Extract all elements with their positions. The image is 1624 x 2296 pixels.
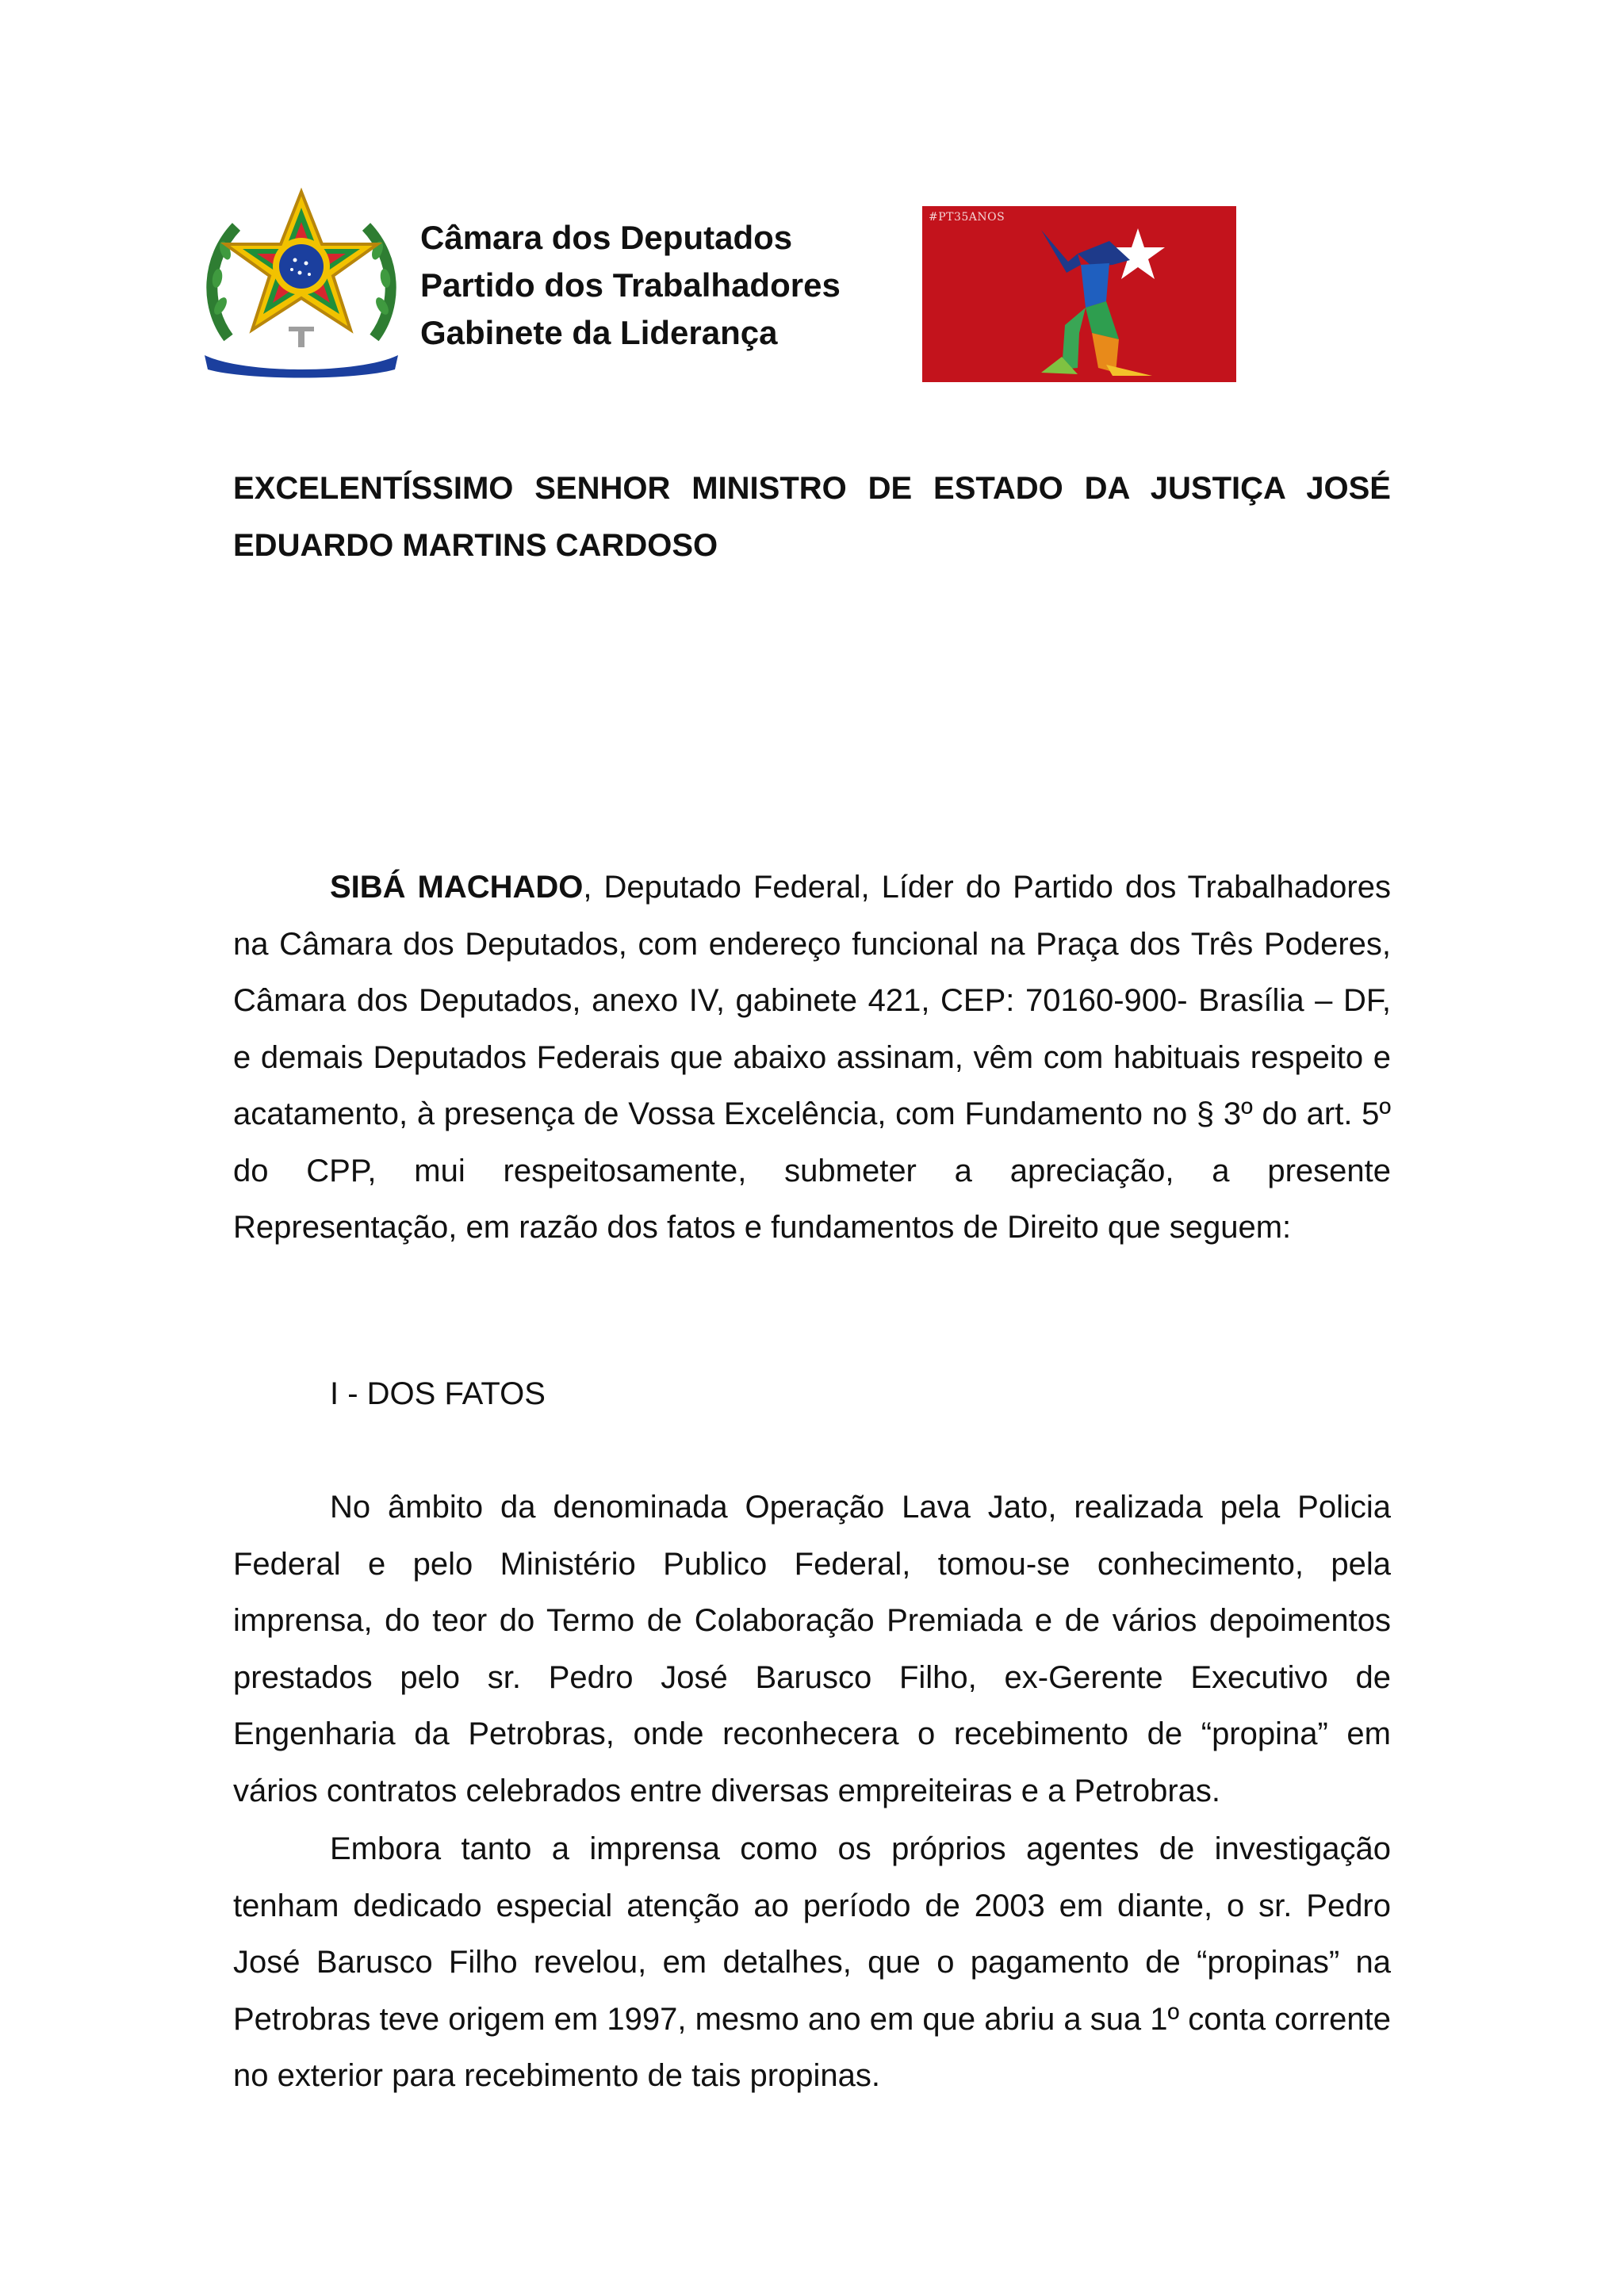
institution-line-chamber: Câmara dos Deputados [420, 219, 793, 256]
intro-paragraph [233, 859, 1391, 1257]
facts-paragraph-text: No âmbito da denominada Operação Lava Jato, realizada pela Policia Federal e pelo Ministério Publico Federal, tomou-se conhecimento, pela imprensa, do teor do Termo de Colaboração Premiada e de vários depoimentos prestados pelo sr. Pedro José Barusco Filho, ex-Gerente Executivo de Engenharia da Petrobras, onde reconhecera o recebimento de “propina” em vários contratos celebrados entre diversas empreiteiras e a Petrobras. [233, 1490, 1391, 1808]
intro-name: SIBÁ MACHADO [330, 870, 584, 905]
institution-line-party: Partido dos Trabalhadores [420, 266, 841, 304]
pt-35-anos-logo [922, 206, 1236, 382]
facts-paragraph [233, 1479, 1391, 1820]
intro-text: , Deputado Federal, Líder do Partido dos Trabalhadores na Câmara dos Deputados, com endereço funcional na Praça dos Três Poderes, Câmara dos Deputados, anexo IV, gabinete 421, CEP: 70160-900- Brasília – DF, e demais Deputados Federais que abaixo assinam, vêm com habituais respeito e acatamento, à presença de Vossa Excelência, com Fundamento no § 3º do art. 5º do CPP, mui respeitosamente, submeter a apreciação, a presente Representação, em razão dos fatos e fundamentos de Direito que seguem: [233, 870, 1391, 1245]
facts-paragraph [233, 1821, 1391, 2105]
pt-hashtag-label: #PT35ANOS [929, 211, 1005, 224]
brazil-coat-of-arms-icon [197, 187, 406, 381]
section-title: I - DOS FATOS [330, 1376, 546, 1411]
institution-line-cabinet: Gabinete da Liderança [420, 314, 778, 351]
pt-star-figure-icon [922, 206, 1236, 382]
institution-heading [420, 214, 841, 357]
facts-paragraph-text: Embora tanto a imprensa como os próprios agentes de investigação tenham dedicado especial atenção ao período de 2003 em diante, o sr. Pedro José Barusco Filho revelou, em detalhes, que o pagamento de “propinas” na Petrobras teve origem em 1997, mesmo ano em que abriu a sua 1º conta corrente no exterior para recebimento de tais propinas. [233, 1831, 1391, 2093]
addressee: EXCELENTÍSSIMO SENHOR MINISTRO DE ESTADO DA JUSTIÇA JOSÉ EDUARDO MARTINS CARDOSO [233, 471, 1391, 563]
